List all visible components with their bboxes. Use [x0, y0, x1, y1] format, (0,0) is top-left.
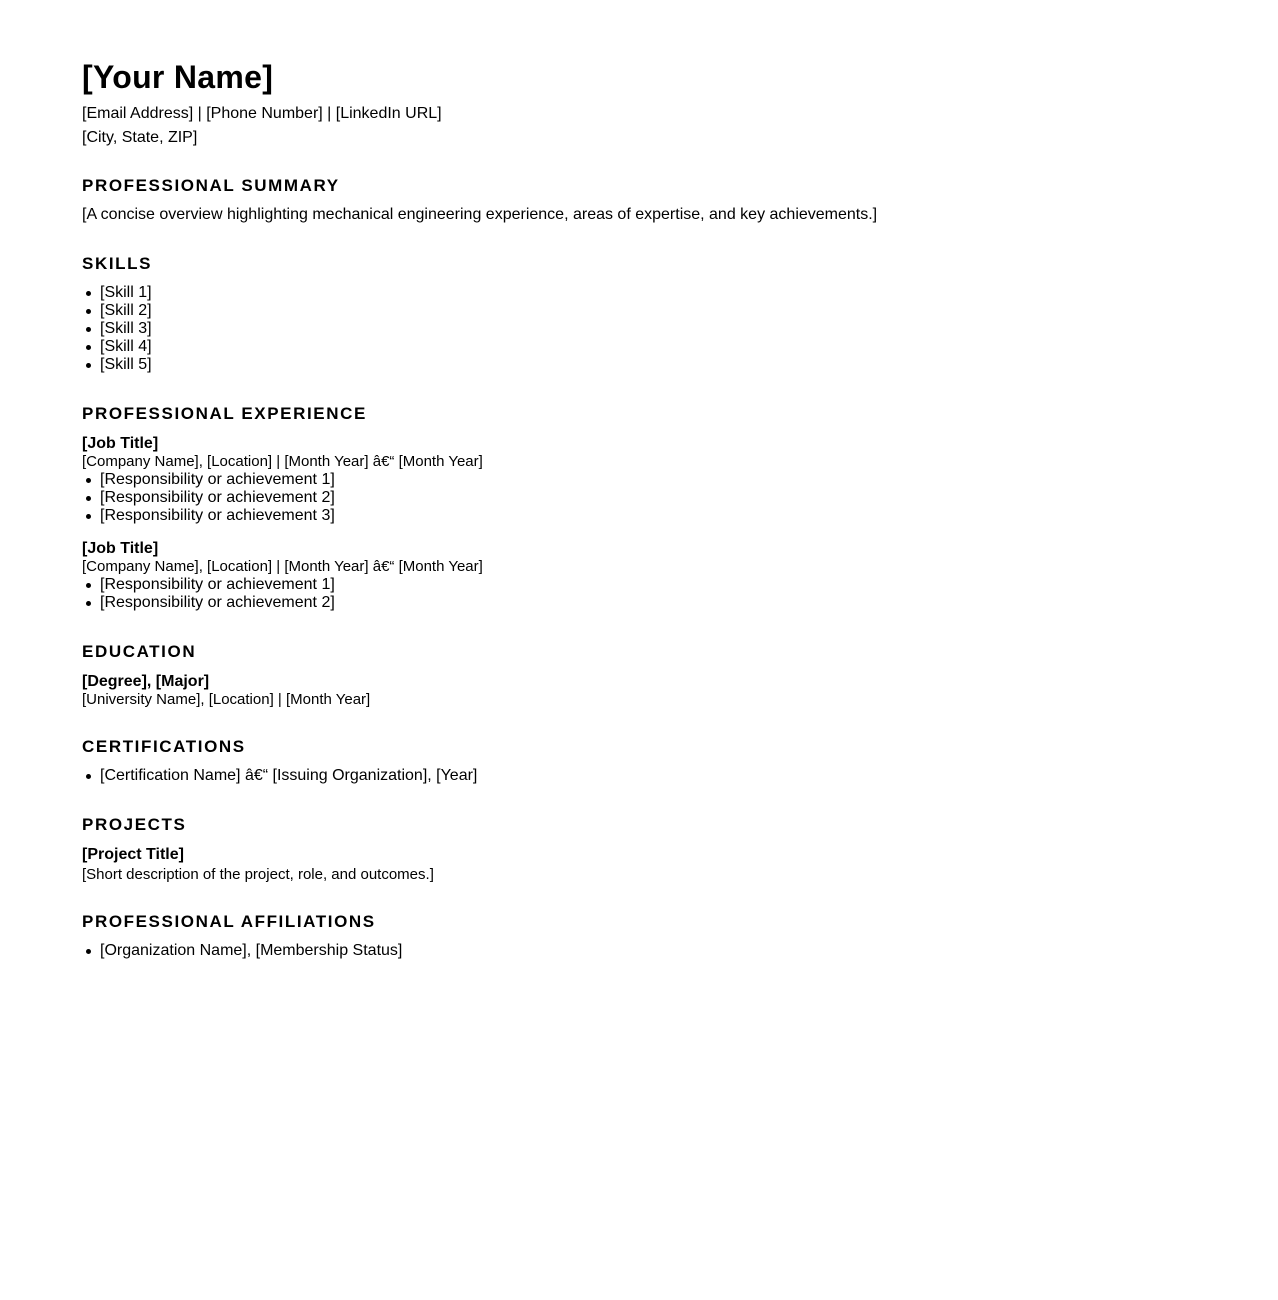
affiliation-item: [Organization Name], [Membership Status] — [100, 942, 403, 959]
skill-item: [Skill 4] — [100, 338, 152, 355]
summary-text: [A concise overview highlighting mechanical engineering experience, areas of expertise, and key achievements.] — [82, 206, 878, 223]
certifications-list — [82, 767, 477, 785]
skill-item: [Skill 1] — [100, 284, 152, 301]
job-title: [Job Title] — [82, 435, 159, 452]
section-title-affiliations: PROFESSIONAL AFFILIATIONS — [82, 912, 376, 931]
education-degree: [Degree], [Major] — [82, 673, 210, 690]
responsibility-item: [Responsibility or achievement 2] — [100, 489, 335, 506]
section-title-education: EDUCATION — [82, 642, 197, 661]
section-title-certifications: CERTIFICATIONS — [82, 737, 246, 756]
job-title: [Job Title] — [82, 540, 159, 557]
skill-item: [Skill 3] — [100, 320, 152, 337]
skill-item: [Skill 2] — [100, 302, 152, 319]
section-title-skills: SKILLS — [82, 254, 153, 273]
project-title: [Project Title] — [82, 846, 184, 863]
responsibility-item: [Responsibility or achievement 1] — [100, 576, 335, 593]
job-responsibilities — [82, 576, 335, 612]
education-meta: [University Name], [Location] | [Month Year] — [82, 691, 371, 708]
contact-line: [Email Address] | [Phone Number] | [LinkedIn URL] — [82, 105, 442, 122]
job-meta: [Company Name], [Location] | [Month Year] â€“ [Month Year] — [82, 453, 483, 470]
responsibility-item: [Responsibility or achievement 3] — [100, 507, 335, 524]
skill-item: [Skill 5] — [100, 356, 152, 373]
section-title-summary: PROFESSIONAL SUMMARY — [82, 176, 340, 195]
responsibility-item: [Responsibility or achievement 1] — [100, 471, 335, 488]
job-responsibilities — [82, 471, 335, 525]
resume-name: [Your Name] — [82, 59, 274, 95]
location-line: [City, State, ZIP] — [82, 129, 198, 146]
responsibility-item: [Responsibility or achievement 2] — [100, 594, 335, 611]
skills-list — [82, 284, 152, 374]
certification-item: [Certification Name] â€“ [Issuing Organization], [Year] — [100, 767, 478, 784]
section-title-experience: PROFESSIONAL EXPERIENCE — [82, 404, 367, 423]
job-meta: [Company Name], [Location] | [Month Year] â€“ [Month Year] — [82, 558, 483, 575]
project-description: [Short description of the project, role, and outcomes.] — [82, 866, 434, 883]
affiliations-list — [82, 942, 402, 960]
section-title-projects: PROJECTS — [82, 815, 187, 834]
